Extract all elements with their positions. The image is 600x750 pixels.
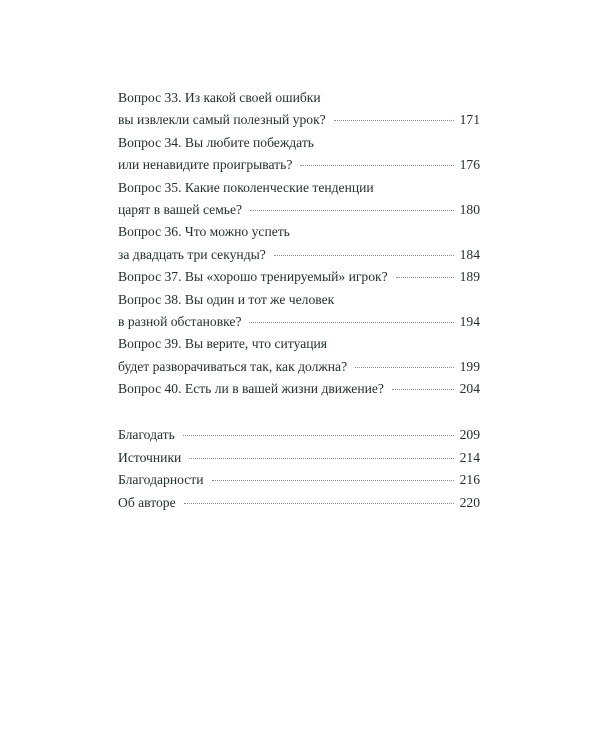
dot-leader — [334, 120, 454, 121]
toc-entry-grace[interactable] — [118, 424, 480, 446]
dot-leader — [392, 389, 454, 390]
toc-entry-text: царят в вашей семье? — [118, 201, 243, 217]
dot-leader — [189, 458, 453, 459]
toc-entry-text: Благодарности — [118, 472, 204, 488]
dot-leader — [300, 165, 453, 166]
dot-leader — [396, 277, 454, 278]
toc-entry-acknowledgements[interactable] — [118, 469, 480, 491]
dot-leader — [212, 480, 454, 481]
toc-page-number: 194 — [459, 313, 480, 329]
table-of-contents — [118, 87, 480, 514]
toc-entry-q38-line1 — [118, 289, 480, 311]
toc-page-number: 189 — [459, 269, 480, 285]
dot-leader — [250, 210, 454, 211]
toc-page-number: 209 — [459, 427, 480, 443]
toc-entry-text: Вопрос 37. Вы «хорошо тренируемый» игрок? — [118, 269, 388, 285]
toc-entry-sources[interactable] — [118, 447, 480, 469]
toc-entry-text: или ненавидите проигрывать? — [118, 157, 293, 173]
toc-entry-text: Вопрос 39. Вы верите, что ситуация — [118, 336, 328, 352]
toc-entry-q33-line2[interactable] — [118, 109, 480, 131]
toc-entry-q34-line1 — [118, 132, 480, 154]
section-gap — [118, 400, 480, 424]
toc-entry-q39-line2[interactable] — [118, 356, 480, 378]
toc-entry-text: Источники — [118, 449, 182, 465]
toc-entry-q35-line1 — [118, 177, 480, 199]
dot-leader — [183, 435, 454, 436]
dot-leader — [184, 503, 454, 504]
toc-page-number: 176 — [459, 157, 480, 173]
toc-entry-q34-line2[interactable] — [118, 154, 480, 176]
dot-leader — [249, 322, 453, 323]
toc-entry-text: Вопрос 35. Какие поколенческие тенденции — [118, 179, 374, 195]
toc-page-number: 216 — [459, 472, 480, 488]
dot-leader — [274, 255, 454, 256]
toc-entry-q39-line1 — [118, 333, 480, 355]
toc-entry-text: Вопрос 36. Что можно успеть — [118, 224, 290, 240]
toc-entry-about-author[interactable] — [118, 492, 480, 514]
toc-entry-text: вы извлекли самый полезный урок? — [118, 112, 326, 128]
toc-entry-text: Вопрос 38. Вы один и тот же человек — [118, 291, 335, 307]
toc-entry-text: Благодать — [118, 427, 175, 443]
toc-entry-text: в разной обстановке? — [118, 313, 242, 329]
toc-entry-q38-line2[interactable] — [118, 311, 480, 333]
dot-leader — [355, 367, 453, 368]
toc-page-number: 199 — [459, 358, 480, 374]
toc-page-number: 214 — [459, 449, 480, 465]
toc-entry-text: Вопрос 40. Есть ли в вашей жизни движение? — [118, 381, 384, 397]
toc-entry-q37[interactable] — [118, 266, 480, 288]
toc-page-number: 204 — [459, 381, 480, 397]
toc-entry-text: Об авторе — [118, 494, 176, 510]
toc-entry-text: Вопрос 33. Из какой своей ошибки — [118, 90, 321, 105]
toc-entry-q35-line2[interactable] — [118, 199, 480, 221]
toc-entry-q40[interactable] — [118, 378, 480, 400]
toc-page-number: 184 — [459, 246, 480, 262]
toc-entry-text: Вопрос 34. Вы любите побеждать — [118, 134, 314, 150]
toc-entry-text: будет разворачиваться так, как должна? — [118, 358, 348, 374]
toc-page-number: 220 — [459, 494, 480, 510]
toc-entry-text: за двадцать три секунды? — [118, 246, 266, 262]
toc-entry-q36-line2[interactable] — [118, 244, 480, 266]
toc-entry-q36-line1 — [118, 221, 480, 243]
toc-page-number: 171 — [459, 112, 480, 128]
toc-page-number: 180 — [459, 201, 480, 217]
toc-entry-q33-line1 — [118, 87, 480, 109]
